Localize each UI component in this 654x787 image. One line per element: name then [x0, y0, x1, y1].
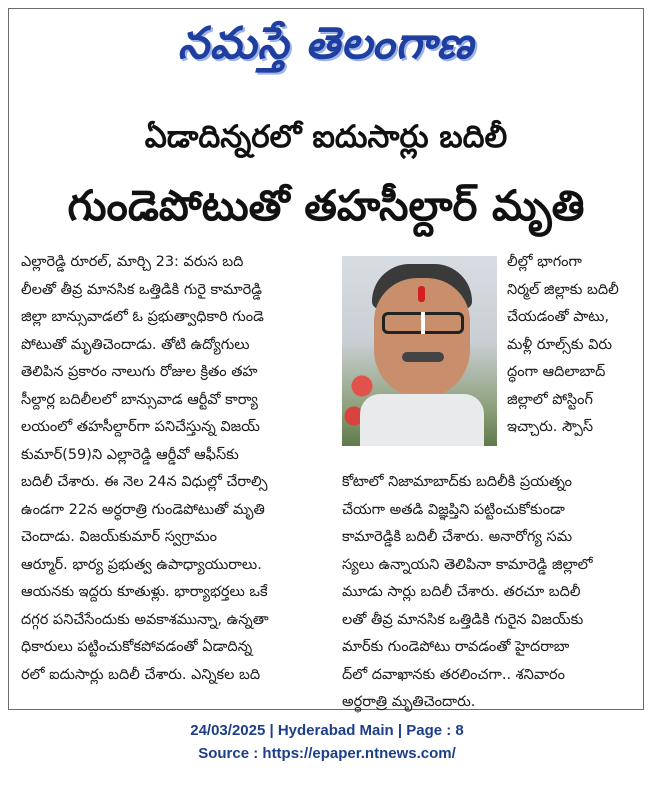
article-line: అర్ధరాత్రి మృతిచెందారు.: [342, 694, 476, 710]
article-line: సీల్దార్ల బదిలీలలో బాన్సువాడ ఆర్టీవో కార్యా: [21, 391, 258, 408]
article-line: బదిలీ చేశారు. ఈ నెల 24న విధుల్లో చేరాల్సి: [21, 474, 268, 490]
article-line: ఎల్లారెడ్డి రూరల్, మార్చి 23: వరుస బది: [21, 254, 244, 270]
article-line: కామారెడ్డికి బదిలీ చేశారు. అనారోగ్య సమ: [342, 529, 573, 545]
article-line: స్యలు ఉన్నాయని తెలిపినా కామారెడ్డి జిల్లాలో: [342, 556, 593, 573]
article-line: చేయడంతో పాటు,: [507, 309, 610, 325]
article-line: మార్‌కు గుండెపోటు రావడంతో హైదరాబా: [342, 639, 570, 655]
article-column-left: [21, 249, 321, 709]
newspaper-clipping: [8, 8, 644, 710]
article-line: చెందాడు. విజయ్‌కుమార్ స్వగ్రామం: [21, 529, 218, 545]
photo-tilak: [418, 286, 425, 302]
article-line: రలో ఐదుసార్లు బదిలీ చేశారు. ఎన్నికల బది: [21, 666, 261, 683]
headline-kicker: ఏడాదిన్నరలో ఐదుసార్లు బదిలీ: [144, 119, 508, 155]
article-column-right-top: [507, 249, 633, 442]
article-line: లీలతో తీవ్ర మానసిక ఒత్తిడికి గురై కామారెడ్డి: [21, 281, 262, 298]
article-line: ఉండగా 22న అర్ధరాత్రి గుండెపోటుతో మృతి: [21, 501, 265, 518]
article-line: ధికారులు పట్టించుకోకపోవడంతో ఏడాదిన్న: [21, 639, 253, 655]
article-line: జిల్లా బాన్సువాడలో ఓ ప్రభుత్వాధికారి గుండె: [21, 309, 264, 325]
article-line: నిర్మల్ జిల్లాకు బదిలీ: [507, 281, 619, 298]
article-line: కుమార్(59)ని ఎల్లారెడ్డి ఆర్డీవో ఆఫీస్‌కు: [21, 446, 239, 463]
article-column-right-bottom: [342, 469, 634, 717]
article-line: లీల్లో భాగంగా: [507, 254, 582, 270]
masthead-logo: నమస్తే తెలంగాణ: [177, 18, 475, 69]
article-line: కోటాలో నిజామాబాద్‌కు బదిలీకి ప్రయత్నం: [342, 474, 572, 490]
article-line: ఇచ్చారు. స్పౌస్: [507, 419, 594, 435]
article-line: ఆర్మూర్. భార్య ప్రభుత్వ ఉపాధ్యాయురాలు.: [21, 556, 262, 573]
edition-info: 24/03/2025 | Hyderabad Main | Page : 8: [190, 722, 464, 739]
article-line: ఆయనకు ఇద్దరు కూతుళ్లు. భార్యాభర్తలు ఒకే: [21, 584, 268, 600]
article-line: లతో తీవ్ర మానసిక ఒత్తిడికి గురైన విజయ్‌కు: [342, 611, 584, 628]
person-photo: [342, 256, 497, 446]
headline-main: గుండెపోటుతో తహసీల్దార్ మృతి: [67, 181, 585, 230]
article-line: జిల్లాలో పోస్టింగ్: [507, 391, 593, 408]
article-line: లయంలో తహసీల్దార్‌గా పనిచేస్తున్న విజయ్: [21, 419, 260, 435]
article-line: ద్‌లో దవాఖానకు తరలించగా.. శనివారం: [342, 666, 565, 683]
photo-glasses: [382, 312, 464, 334]
photo-mustache: [402, 352, 444, 362]
article-line: తెలిపిన ప్రకారం నాలుగు రోజుల క్రితం తహ: [21, 364, 258, 380]
article-line: పోటుతో మృతిచెందాడు. తోటి ఉద్యోగులు: [21, 336, 250, 353]
article-line: ద్ధంగా ఆదిలాబాద్: [507, 364, 606, 380]
source-link[interactable]: Source : https://epaper.ntnews.com/: [198, 745, 456, 762]
article-line: మూడు సార్లు బదిలీ చేశారు. తరచూ బదిలీ: [342, 584, 581, 600]
photo-shirt: [360, 394, 484, 446]
article-line: దగ్గర పనిచేసేందుకు అవకాశమున్నా, ఉన్నతా: [21, 611, 269, 628]
article-line: మళ్లీ రూల్స్‌కు విరు: [507, 336, 613, 353]
article-line: చేయగా అతడి విజ్ఞప్తిని పట్టించుకోకుండా: [342, 501, 565, 518]
